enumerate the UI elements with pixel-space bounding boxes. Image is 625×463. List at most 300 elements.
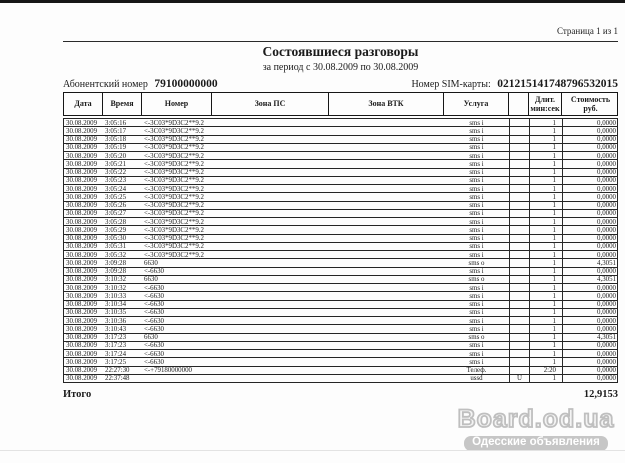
cell-number: <-6630 xyxy=(144,268,164,275)
cell-cost: 4,3051 xyxy=(562,259,619,266)
cell-flag xyxy=(509,119,529,126)
cell-time: 3:05:21 xyxy=(105,160,127,168)
cell-zona-vtk xyxy=(329,226,444,233)
cell-time: 3:05:30 xyxy=(105,235,127,242)
call-row xyxy=(63,209,618,218)
cell-date: 30.08.2009 xyxy=(66,202,98,209)
cell-zona-vtk xyxy=(329,375,444,382)
cell-date: 30.08.2009 xyxy=(66,243,98,250)
cell-zona-ps xyxy=(212,160,329,167)
sim-number: 021215141748796532015 xyxy=(497,78,618,90)
cell-zona-vtk xyxy=(329,243,444,250)
call-row xyxy=(63,374,618,383)
cell-date: 30.08.2009 xyxy=(66,358,98,366)
cell-service: sms i xyxy=(469,251,484,259)
cell-flag xyxy=(509,251,529,258)
cell-duration: 1 xyxy=(529,144,562,151)
cell-zona-ps xyxy=(212,119,329,126)
cell-service: sms i xyxy=(469,235,484,242)
cell-service: sms i xyxy=(469,226,484,234)
cell-cost: 0,0000 xyxy=(562,218,619,225)
table-header xyxy=(63,92,618,116)
cell-cost: 0,0000 xyxy=(562,235,619,242)
cell-time: 3:05:27 xyxy=(105,210,127,217)
call-row xyxy=(63,267,618,276)
cell-cost: 0,0000 xyxy=(562,210,619,217)
cell-duration: 1 xyxy=(529,276,562,283)
cell-zona-ps xyxy=(212,169,329,176)
cell-flag xyxy=(509,358,529,365)
cell-time: 3:05:25 xyxy=(105,193,127,201)
cell-date: 30.08.2009 xyxy=(66,210,98,217)
cell-number: <-6630 xyxy=(144,292,164,300)
cell-cost: 0,0000 xyxy=(562,202,619,209)
cell-zona-ps xyxy=(212,127,329,134)
cell-duration: 1 xyxy=(529,284,562,291)
cell-zona-vtk xyxy=(329,334,444,341)
cell-cost: 4,3051 xyxy=(562,334,619,341)
table-body xyxy=(63,118,618,383)
cell-duration: 1 xyxy=(529,136,562,143)
call-row xyxy=(63,341,618,350)
cell-service: sms i xyxy=(469,268,484,275)
watermark-tagline: Одесские объявления xyxy=(464,436,608,451)
cell-zona-ps xyxy=(212,177,329,184)
cell-number: <-6630 xyxy=(144,317,164,325)
cell-zona-ps xyxy=(212,284,329,291)
cell-zona-ps xyxy=(212,358,329,365)
cell-date: 30.08.2009 xyxy=(66,152,98,160)
cell-number: <-3C03*9D3C2**9.2 xyxy=(144,218,204,226)
cell-cost: 0,0000 xyxy=(562,193,619,200)
cell-service: sms i xyxy=(469,218,484,226)
cell-number: <-3C03*9D3C2**9.2 xyxy=(144,202,204,209)
cell-service: sms i xyxy=(469,358,484,366)
header-time: Время xyxy=(103,93,142,115)
subscriber-label: Абонентский номер xyxy=(63,79,148,90)
cell-flag xyxy=(509,160,529,167)
cell-duration: 1 xyxy=(529,243,562,250)
cell-date: 30.08.2009 xyxy=(66,251,98,259)
header-cost: Стоимость руб. xyxy=(570,94,611,113)
call-row xyxy=(63,176,618,185)
cell-zona-vtk xyxy=(329,127,444,134)
cell-duration: 1 xyxy=(529,152,562,159)
cell-service: sms i xyxy=(469,169,484,176)
cell-date: 30.08.2009 xyxy=(66,218,98,226)
call-row xyxy=(63,159,618,168)
cell-zona-vtk xyxy=(329,268,444,275)
cell-time: 3:05:32 xyxy=(105,251,127,259)
cell-zona-ps xyxy=(212,210,329,217)
cell-duration: 1 xyxy=(529,334,562,341)
cell-time: 22:37:48 xyxy=(105,375,130,382)
header-zona-vtk: Зона ВТК xyxy=(329,93,444,115)
cell-date: 30.08.2009 xyxy=(66,185,98,193)
cell-cost: 0,0000 xyxy=(562,358,619,365)
call-row xyxy=(63,126,618,135)
cell-date: 30.08.2009 xyxy=(66,259,98,267)
cell-duration: 1 xyxy=(529,317,562,324)
billing-report-page xyxy=(63,0,618,400)
cell-service: sms i xyxy=(469,292,484,300)
cell-service: sms o xyxy=(468,276,485,283)
cell-number: <-3C03*9D3C2**9.2 xyxy=(144,226,204,234)
cell-zona-ps xyxy=(212,350,329,357)
cell-time: 3:05:29 xyxy=(105,226,127,234)
call-row xyxy=(63,151,618,160)
cell-zona-ps xyxy=(212,202,329,209)
cell-flag xyxy=(509,292,529,299)
cell-zona-ps xyxy=(212,309,329,316)
cell-date: 30.08.2009 xyxy=(66,177,98,184)
cell-cost: 0,0000 xyxy=(562,367,619,374)
cell-flag xyxy=(509,210,529,217)
call-row xyxy=(63,316,618,325)
cell-zona-ps xyxy=(212,375,329,382)
cell-number: <-6630 xyxy=(144,325,164,333)
report-period: за период с 30.08.2009 по 30.08.2009 xyxy=(262,62,419,73)
cell-zona-ps xyxy=(212,367,329,374)
cell-flag xyxy=(509,218,529,225)
cell-cost: 0,0000 xyxy=(562,177,619,184)
cell-service: sms i xyxy=(469,309,484,316)
cell-flag xyxy=(509,317,529,324)
cell-date: 30.08.2009 xyxy=(66,193,98,201)
cell-number: <-3C03*9D3C2**9.2 xyxy=(144,251,204,259)
cell-time: 3:05:16 xyxy=(105,119,127,127)
cell-time: 3:10:35 xyxy=(105,309,127,316)
report-title: Состоявшиеся разговоры xyxy=(262,44,419,59)
cell-zona-ps xyxy=(212,144,329,151)
cell-zona-vtk xyxy=(329,160,444,167)
header-rule xyxy=(63,41,618,42)
cell-zona-vtk xyxy=(329,218,444,225)
cell-number: <-3C03*9D3C2**9.2 xyxy=(144,119,204,127)
cell-zona-ps xyxy=(212,243,329,250)
cell-service: sms i xyxy=(469,317,484,325)
call-row xyxy=(63,201,618,210)
cell-zona-ps xyxy=(212,259,329,266)
cell-cost: 0,0000 xyxy=(562,284,619,291)
cell-number: <-3C03*9D3C2**9.2 xyxy=(144,235,204,242)
cell-cost: 0,0000 xyxy=(562,301,619,308)
cell-number: <-6630 xyxy=(144,350,164,358)
cell-service: sms o xyxy=(468,334,485,341)
cell-date: 30.08.2009 xyxy=(66,136,98,143)
cell-flag xyxy=(509,301,529,308)
watermark-brand: Board.od.ua xyxy=(457,405,615,434)
cell-cost: 0,0000 xyxy=(562,317,619,324)
cell-flag xyxy=(509,169,529,176)
cell-number xyxy=(142,375,212,382)
cell-time: 3:17:23 xyxy=(105,342,127,349)
cell-number: <-3C03*9D3C2**9.2 xyxy=(144,127,204,135)
cell-cost: 0,0000 xyxy=(562,127,619,134)
cell-service: sms i xyxy=(469,243,484,250)
cell-zona-vtk xyxy=(329,185,444,192)
cell-cost: 0,0000 xyxy=(562,350,619,357)
cell-time: 3:09:28 xyxy=(105,259,127,267)
cell-number: <-+79180000000 xyxy=(144,367,192,374)
cell-duration: 1 xyxy=(529,210,562,217)
cell-date: 30.08.2009 xyxy=(66,268,98,275)
cell-date: 30.08.2009 xyxy=(66,367,98,374)
cell-zona-vtk xyxy=(329,284,444,291)
cell-flag xyxy=(509,193,529,200)
cell-date: 30.08.2009 xyxy=(66,375,98,382)
cell-zona-vtk xyxy=(329,259,444,266)
cell-cost: 0,0000 xyxy=(562,144,619,151)
subscriber-block xyxy=(63,78,218,90)
call-row xyxy=(63,242,618,251)
cell-zona-vtk xyxy=(329,136,444,143)
call-row xyxy=(63,349,618,358)
cell-flag xyxy=(509,226,529,233)
cell-zona-ps xyxy=(212,226,329,233)
cell-zona-vtk xyxy=(329,119,444,126)
cell-cost: 0,0000 xyxy=(562,325,619,332)
cell-number: <-6630 xyxy=(144,309,164,316)
cell-number: <-6630 xyxy=(144,342,164,349)
cell-duration: 1 xyxy=(529,259,562,266)
cell-date: 30.08.2009 xyxy=(66,334,98,341)
cell-duration: 1 xyxy=(529,251,562,258)
cell-flag xyxy=(509,136,529,143)
cell-duration: 1 xyxy=(529,375,562,382)
cell-zona-ps xyxy=(212,317,329,324)
cell-flag xyxy=(509,127,529,134)
cell-zona-vtk xyxy=(329,350,444,357)
cell-cost: 0,0000 xyxy=(562,243,619,250)
call-row xyxy=(63,300,618,309)
cell-duration: 1 xyxy=(529,358,562,365)
cell-time: 3:05:19 xyxy=(105,144,127,151)
call-row xyxy=(63,225,618,234)
cell-duration: 1 xyxy=(529,160,562,167)
account-line xyxy=(63,78,618,90)
page-indicator: Страница 1 из 1 xyxy=(557,26,618,36)
cell-time: 3:17:23 xyxy=(105,334,127,341)
call-row xyxy=(63,324,618,333)
cell-duration: 1 xyxy=(529,235,562,242)
call-row xyxy=(63,291,618,300)
cell-duration: 1 xyxy=(529,185,562,192)
cell-service: sms i xyxy=(469,350,484,358)
cell-date: 30.08.2009 xyxy=(66,284,98,292)
cell-zona-ps xyxy=(212,136,329,143)
call-row xyxy=(63,308,618,317)
cell-flag xyxy=(509,259,529,266)
call-row xyxy=(63,258,618,267)
subscriber-number: 79100000000 xyxy=(154,78,218,90)
cell-duration: 1 xyxy=(529,193,562,200)
watermark xyxy=(452,407,620,451)
cell-zona-vtk xyxy=(329,144,444,151)
cell-number: <-6630 xyxy=(144,358,164,366)
cell-time: 3:05:18 xyxy=(105,136,127,143)
cell-date: 30.08.2009 xyxy=(66,119,98,127)
cell-duration: 1 xyxy=(529,309,562,316)
cell-number: <-3C03*9D3C2**9.2 xyxy=(144,152,204,160)
cell-duration: 1 xyxy=(529,342,562,349)
call-row xyxy=(63,283,618,292)
cell-zona-vtk xyxy=(329,235,444,242)
cell-zona-ps xyxy=(212,185,329,192)
call-row xyxy=(63,118,618,127)
cell-service: sms i xyxy=(469,152,484,160)
cell-zona-vtk xyxy=(329,309,444,316)
cell-zona-vtk xyxy=(329,301,444,308)
cell-date: 30.08.2009 xyxy=(66,226,98,234)
cell-number: <-3C03*9D3C2**9.2 xyxy=(144,169,204,176)
cell-zona-vtk xyxy=(329,358,444,365)
cell-number: 6630 xyxy=(144,334,158,341)
cell-zona-vtk xyxy=(329,251,444,258)
cell-time: 3:10:43 xyxy=(105,325,127,333)
call-row xyxy=(63,217,618,226)
cell-duration: 1 xyxy=(529,325,562,332)
cell-flag xyxy=(509,177,529,184)
header-duration: Длит. мин:сек xyxy=(529,93,562,115)
cell-zona-vtk xyxy=(329,169,444,176)
sim-block xyxy=(411,78,618,90)
cell-zona-vtk xyxy=(329,325,444,332)
cell-date: 30.08.2009 xyxy=(66,325,98,333)
header-flag xyxy=(509,93,529,115)
call-row xyxy=(63,250,618,259)
cell-cost: 0,0000 xyxy=(562,251,619,258)
total-row xyxy=(63,389,618,400)
cell-cost: 0,0000 xyxy=(562,169,619,176)
cell-date: 30.08.2009 xyxy=(66,309,98,316)
cell-flag xyxy=(509,185,529,192)
cell-zona-vtk xyxy=(329,202,444,209)
cell-number: <-6630 xyxy=(144,284,164,292)
call-row xyxy=(63,192,618,201)
cell-time: 3:05:17 xyxy=(105,127,127,135)
cell-service: sms i xyxy=(469,160,484,168)
cell-zona-vtk xyxy=(329,342,444,349)
cell-flag xyxy=(509,202,529,209)
sim-label: Номер SIM-карты: xyxy=(411,79,491,90)
call-row xyxy=(63,234,618,243)
cell-time: 3:05:28 xyxy=(105,218,127,226)
cell-service: Телеф. xyxy=(466,367,487,374)
cell-number: <-3C03*9D3C2**9.2 xyxy=(144,243,204,250)
cell-service: sms i xyxy=(469,210,484,217)
cell-service: ussd xyxy=(470,375,483,382)
cell-flag xyxy=(509,243,529,250)
cell-zona-vtk xyxy=(329,210,444,217)
cell-number: <-3C03*9D3C2**9.2 xyxy=(144,210,204,217)
cell-date: 30.08.2009 xyxy=(66,144,98,151)
cell-cost: 4,3051 xyxy=(562,276,619,283)
cell-number: 6630 xyxy=(144,259,158,267)
cell-duration: 1 xyxy=(529,177,562,184)
cell-time: 3:10:32 xyxy=(105,276,127,283)
call-row xyxy=(63,135,618,144)
cell-zona-ps xyxy=(212,193,329,200)
cell-service: sms i xyxy=(469,342,484,349)
cell-flag xyxy=(509,152,529,159)
cell-duration: 1 xyxy=(529,350,562,357)
cell-flag xyxy=(509,342,529,349)
cell-flag xyxy=(509,276,529,283)
cell-date: 30.08.2009 xyxy=(66,160,98,168)
cell-time: 3:10:33 xyxy=(105,292,127,300)
cell-duration: 1 xyxy=(529,218,562,225)
cell-zona-ps xyxy=(212,325,329,332)
cell-service: sms i xyxy=(469,119,484,127)
cell-service: sms i xyxy=(469,136,484,143)
cell-date: 30.08.2009 xyxy=(66,292,98,300)
header-service: Услуга xyxy=(444,93,509,115)
cell-time: 22:27:30 xyxy=(105,367,130,374)
cell-service: sms i xyxy=(469,284,484,292)
cell-zona-ps xyxy=(212,301,329,308)
cell-zona-ps xyxy=(212,276,329,283)
cell-service: sms i xyxy=(469,202,484,209)
cell-cost: 0,0000 xyxy=(562,185,619,192)
cell-flag xyxy=(509,325,529,332)
cell-zona-vtk xyxy=(329,152,444,159)
header-number: Номер xyxy=(142,93,212,115)
cell-zona-ps xyxy=(212,268,329,275)
cell-duration: 2:20 xyxy=(529,367,562,374)
cell-duration: 1 xyxy=(529,301,562,308)
cell-date: 30.08.2009 xyxy=(66,169,98,176)
header-date: Дата xyxy=(64,93,103,115)
cell-number: <-3C03*9D3C2**9.2 xyxy=(144,144,204,151)
cell-service: sms i xyxy=(469,325,484,333)
cell-date: 30.08.2009 xyxy=(66,301,98,308)
cell-service: sms i xyxy=(469,144,484,151)
cell-time: 3:05:26 xyxy=(105,202,127,209)
cell-cost: 0,0000 xyxy=(562,119,619,126)
cell-time: 3:10:36 xyxy=(105,317,127,325)
cell-date: 30.08.2009 xyxy=(66,350,98,358)
cell-time: 3:10:32 xyxy=(105,284,127,292)
cell-flag xyxy=(509,144,529,151)
cell-duration: 1 xyxy=(529,127,562,134)
cell-flag xyxy=(509,309,529,316)
cell-flag xyxy=(509,334,529,341)
cell-zona-ps xyxy=(212,342,329,349)
cell-zona-vtk xyxy=(329,276,444,283)
cell-cost: 0,0000 xyxy=(562,342,619,349)
header-zona-ps: Зона ПС xyxy=(212,93,329,115)
cell-duration: 1 xyxy=(529,169,562,176)
cell-time: 3:17:25 xyxy=(105,358,127,366)
cell-zona-ps xyxy=(212,334,329,341)
call-row xyxy=(63,143,618,152)
cell-service: sms i xyxy=(469,301,484,308)
cell-service: sms i xyxy=(469,127,484,135)
cell-number: <-3C03*9D3C2**9.2 xyxy=(144,160,204,168)
cell-zona-vtk xyxy=(329,292,444,299)
cell-duration: 1 xyxy=(529,268,562,275)
cell-flag: U xyxy=(509,375,529,382)
cell-time: 3:05:24 xyxy=(105,185,127,193)
bottom-edge-line xyxy=(0,450,625,451)
cell-date: 30.08.2009 xyxy=(66,127,98,135)
cell-service: sms o xyxy=(468,259,485,267)
cell-service: sms i xyxy=(469,177,484,184)
cell-time: 3:10:34 xyxy=(105,301,127,308)
cell-duration: 1 xyxy=(529,119,562,126)
cell-duration: 1 xyxy=(529,202,562,209)
